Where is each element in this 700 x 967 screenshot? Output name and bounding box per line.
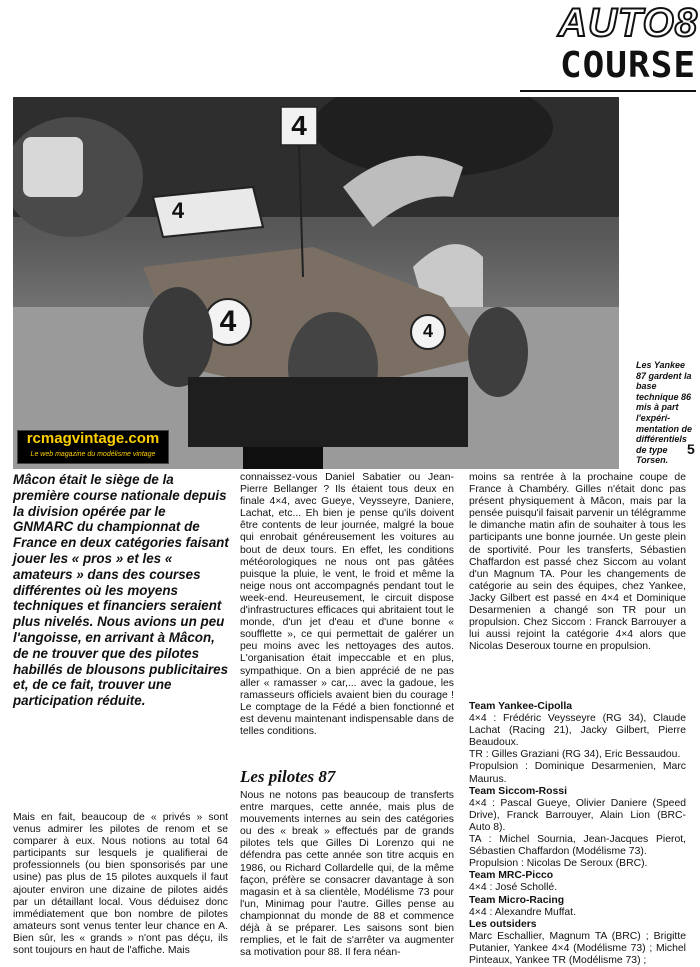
section-banner: COURSE	[559, 45, 696, 86]
flag-number: 4	[291, 110, 307, 141]
body-column-2	[240, 472, 454, 738]
body-column-3	[469, 472, 686, 653]
team-name: Team Micro-Racing	[469, 894, 565, 906]
team-line: Marc Eschallier, Magnum TA (BRC) ; Brigitte Putanier, Yankee 4×4 (Modélisme 73) ; Michel Pinteaux, Yankee TR (Modélisme 73) ;	[469, 930, 686, 966]
race-car-photo	[13, 97, 619, 469]
teams-list	[469, 701, 686, 967]
paragraph: moins sa rentrée à la prochaine coupe de France à Chambéry. Gilles n'était donc pas présent physiquement à Mâcon, mais par la pensée puisqu'il faisait parvenir un télégramme le dimanche matin afin de souhaiter à tous les participants une bonne journée. Un geste plein de sportivité. Pour les transferts, Sébastien Chaffardon est passé chez Siccom au volant d'un Magnum TA. Pour les changements de catégorie au sein des équipes, chez Yankee, Jacky Gilbert est passé en 4×4 et Dominique Desarmenien a changé son TR pour un propulsion. Chez Siccom : Franck Barrouyer a lui aussi rejoint la catégorie 4×4 alors que Nicolas Deseroux tourne en propulsion.	[469, 472, 686, 653]
team-name: Team MRC-Picco	[469, 870, 554, 882]
team-line: 4×4 : Frédéric Veysseyre (RG 34), Claude Lachat (Racing 21), Jacky Gilbert, Pierre Beaudoux.	[469, 713, 686, 749]
watermark-title: rcmagvintage.com	[26, 430, 160, 447]
team-line: Propulsion : Nicolas De Seroux (BRC).	[469, 858, 648, 870]
team-line: Propulsion : Dominique Desarmenien, Marc Maurus.	[469, 761, 686, 785]
article-intro: Mâcon était le siège de la première course nationale depuis la division opérée par le GNMARC du championnat de France en deux catégories faisant jouer les « pros » et les « amateurs » dans des courses différentes où les moyens techniques et financiers seraient plus nivelés. Nous avions un peu l'angoisse, en arrivant à Mâcon, de ne trouver que des pilotes habillés de blousons publicitaires et, de ce fait, trouver une participation réduite.	[13, 472, 229, 709]
header-rule	[520, 90, 696, 92]
team-line: 4×4 : Pascal Gueye, Olivier Daniere (Speed Drive), Franck Barrouyer, Alain Lion (BRC-Auto 8).	[469, 797, 686, 833]
body-column-1	[13, 812, 228, 957]
team-block	[469, 895, 686, 919]
paragraph: Nous ne notons pas beaucoup de transferts entre marques, cette année, mais plus de mouvements internes au sein des catégories ou des « break » effectués par de grands pilotes tels que Gilles Di Lorenzo qui ne défendra pas cette année son titre acquis en 1986, ou Richard Collardelle qui, de la même façon, préfère se consacrer davantage à son magasin et à sa clientèle, Modélisme 73 pour l'un, Minimag pour l'autre. Gilles pense au championnat du monde de 88 et commence déjà à se préparer. Les saisons sont bien remplies, et le fait de s'arrêter va augmenter sa motivation pour 88. Il fera néan-	[240, 790, 454, 959]
section-heading: Les pilotes 87	[240, 767, 336, 786]
body-column-2-continued	[240, 790, 454, 959]
team-name: Les outsiders	[469, 918, 537, 930]
watermark-subtitle: Le web magazine du modélisme vintage	[30, 451, 156, 458]
side-number: 4	[422, 321, 433, 341]
team-line: 4×4 : José Schollé.	[469, 882, 558, 894]
paragraph: Mais en fait, beaucoup de « privés » sont venus admirer les pilotes de renom et se comparer à eux. Nous notions au total 64 participants sur lesquels je qualifierai de professionnels (ou bien sponsorisés par une usine) pas plus de 15 pilotes auxquels il faut ajouter environ une dizaine de pilotes aidés par un détaillant local. Vous déduisez donc immédiatement que bon nombre de pilotes amateurs sont venus tenter leur chance en A. Bien sûr, les « grands » n'ont pas déçu, ils sont toujours en haut de l'affiche. Mais	[13, 812, 228, 957]
team-line: 4×4 : Alexandre Muffat.	[469, 906, 576, 918]
team-name: Team Yankee-Cipolla	[469, 701, 572, 712]
magazine-logo: AUTO8	[558, 1, 698, 45]
car-number: 4	[219, 305, 237, 338]
team-name: Team Siccom-Rossi	[469, 785, 567, 797]
team-block	[469, 786, 686, 871]
watermark-logo	[17, 430, 169, 464]
team-block	[469, 919, 686, 967]
team-block	[469, 870, 686, 894]
photo-caption: Les Yankee 87 gardent la base technique 86 mis à part l'expéri-mentation de différentiels de type Torsen.	[636, 360, 693, 466]
photo-illustration	[13, 97, 619, 469]
team-line: TA : Michel Sournia, Jean-Jacques Pierot, Sébastien Chaffardon (Modélisme 73).	[469, 834, 686, 858]
team-block	[469, 701, 686, 786]
team-line: TR : Gilles Graziani (RG 34), Eric Bessaudou.	[469, 749, 681, 761]
paragraph: connaissez-vous Daniel Sabatier ou Jean-Pierre Bellanger ? Ils étaient tous deux en finale 4×4, avec Gueye, Veysseyre, Daniere, Lachat, etc... Eh bien je pense qu'ils doivent être contents de leur journée, malgré la boue qui enrobait généreusement les voitures au bout de deux tours. En effet, les conditions météorologiques ne nous ont pas gâtées puisque la pluie, le vent, le froid et même la neige nous ont accompagnés pendant tout le week-end. Heureusement, le circuit dispose d'infrastructures efficaces qui abritaient tout le monde, d'un jet d'eau et d'une bonne « soufflette », ce qui permettait de galérer un peu moins avec les nettoyages des autos. L'organisation était impeccable et en plus, sympathique. On a bien apprécié de ne pas aller « ramasser » car,... avec la gadoue, les ramasseurs officiels avaient bien du courage ! Le comptage de la Fédé a bien fonctionné et est devenu maintenant indispensable dans de telles conditions.	[240, 472, 454, 737]
page-number: 5	[687, 441, 695, 457]
wing-number: 4	[171, 198, 185, 223]
